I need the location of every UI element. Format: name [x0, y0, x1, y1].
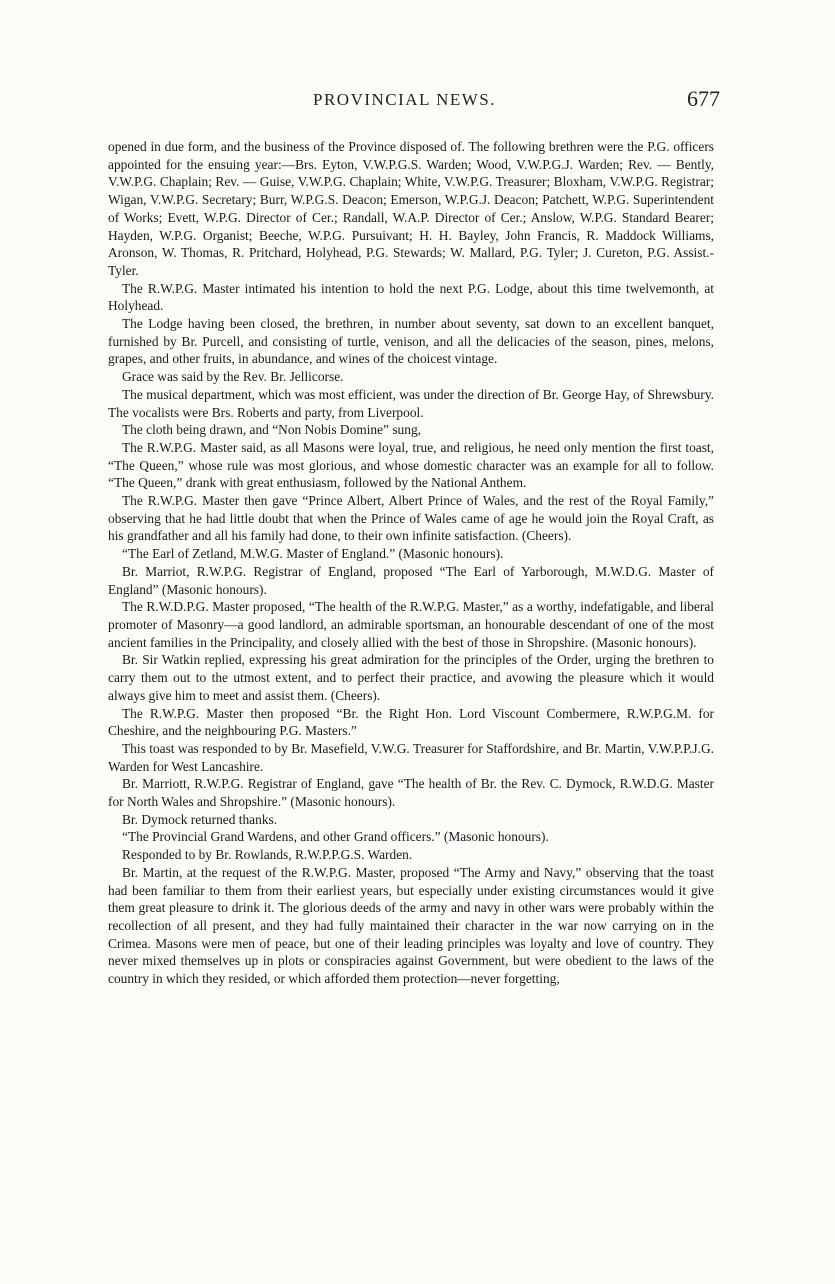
paragraph: The R.W.P.G. Master intimated his intention to hold the next P.G. Lodge, about this time twelvemonth, at Holyhead.	[108, 280, 714, 314]
paragraph: “The Provincial Grand Wardens, and other Grand officers.” (Masonic honours).	[122, 829, 549, 845]
paragraph: The R.W.P.G. Master said, as all Masons were loyal, true, and religious, he need only mention the first toast, “The Queen,” whose rule was most glorious, and whose domestic character was an example for all to follow. “The Queen,” drank with great enthusiasm, followed by the National Anthem.	[108, 439, 714, 491]
paragraph: Responded to by Br. Rowlands, R.W.P.P.G.S. Warden.	[122, 847, 413, 863]
running-title: PROVINCIAL NEWS.	[313, 90, 496, 109]
paragraph: opened in due form, and the business of the Province disposed of. The following brethren were the P.G. officers appointed for the ensuing year:—Brs. Eyton, V.W.P.G.S. Warden; Wood, V.W.P.G.J. Warden; Rev. — Bently, V.W.P.G. Chaplain; Rev. — Guise, V.W.P.G. Chaplain; White, V.W.P.G. Treasurer; Bloxham, V.W.P.G. Registrar; Wigan, V.W.P.G. Secretary; Burr, W.P.G.S. Deacon; Emerson, W.P.G.J. Deacon; Patchett, W.P.G. Superintendent of Works; Evett, W.P.G. Director of Cer.; Randall, W.A.P. Director of Cer.; Anslow, W.P.G. Standard Bearer; Hayden, W.P.G. Organist; Beeche, W.P.G. Pursuivant; H. H. Bayley, John Francis, R. Maddock Williams, Aronson, W. Thomas, R. Pritchard, Holyhead, P.G. Stewards; W. Mallard, P.G. Tyler; J. Cureton, P.G. Assist.-Tyler.	[108, 139, 714, 278]
paragraph: The R.W.D.P.G. Master proposed, “The health of the R.W.P.G. Master,” as a worthy, indefatigable, and liberal promoter of Masonry—a good landlord, an admirable sportsman, an honourable descendant of one of the most ancient families in the Principality, and closely allied with the best of those in Shropshire. (Masonic honours).	[108, 599, 714, 650]
page-header	[108, 88, 720, 118]
paragraph: The cloth being drawn, and “Non Nobis Domine” sung,	[122, 422, 421, 438]
page-number: 677	[687, 86, 720, 111]
paragraph: “The Earl of Zetland, M.W.G. Master of England.” (Masonic honours).	[122, 546, 504, 562]
paragraph: Br. Martin, at the request of the R.W.P.G. Master, proposed “The Army and Navy,” observing that the toast had been familiar to them from their earliest years, but especially under existing circumstances would it give them great pleasure to drink it. The glorious deeds of the army and navy in other wars were probably within the recollection of all present, and they had fully maintained their character in the war now carrying on in the Crimea. Masons were men of peace, but one of their leading principles was loyalty and love of country. They never mixed themselves up in plots or conspiracies against Government, but were obedient to the laws of the country in which they resided, or which afforded them protection—never forgetting,	[108, 864, 714, 987]
paragraph: Br. Sir Watkin replied, expressing his great admiration for the principles of the Order, urging the brethren to carry them out to the utmost extent, and to perfect their practice, and avowing the pleasure which it would always give him to meet and assist them. (Cheers).	[108, 652, 714, 703]
paragraph: The musical department, which was most efficient, was under the direction of Br. George Hay, of Shrewsbury. The vocalists were Brs. Roberts and party, from Liverpool.	[108, 386, 714, 420]
paragraph: The R.W.P.G. Master then gave “Prince Albert, Albert Prince of Wales, and the rest of the Royal Family,” observing that he had little doubt that when the Prince of Wales came of age he would join the Royal Craft, as his grandfather and all his family had done, to their own infinite satisfaction. (Cheers).	[108, 493, 714, 544]
paragraph: Br. Marriott, R.W.P.G. Registrar of England, gave “The health of Br. the Rev. C. Dymock, R.W.D.G. Master for North Wales and Shropshire.” (Masonic honours).	[108, 776, 714, 810]
paragraph: Grace was said by the Rev. Br. Jellicorse.	[122, 369, 344, 385]
paragraph: The R.W.P.G. Master then proposed “Br. the Right Hon. Lord Viscount Combermere, R.W.P.G.M. for Cheshire, and the neighbouring P.G. Masters.”	[108, 705, 714, 739]
paragraph: This toast was responded to by Br. Masefield, V.W.G. Treasurer for Staffordshire, and Br. Martin, V.W.P.P.J.G. Warden for West Lancashire.	[108, 740, 714, 774]
paragraph: The Lodge having been closed, the brethren, in number about seventy, sat down to an excellent banquet, furnished by Br. Purcell, and consisting of turtle, venison, and all the delicacies of the season, pines, melons, grapes, and other fruits, in abundance, and wines of the choicest vintage.	[108, 316, 714, 367]
paragraph: Br. Marriot, R.W.P.G. Registrar of England, proposed “The Earl of Yarborough, M.W.D.G. Master of England” (Masonic honours).	[108, 563, 714, 597]
paragraph: Br. Dymock returned thanks.	[122, 811, 278, 827]
article-body	[108, 138, 714, 1258]
